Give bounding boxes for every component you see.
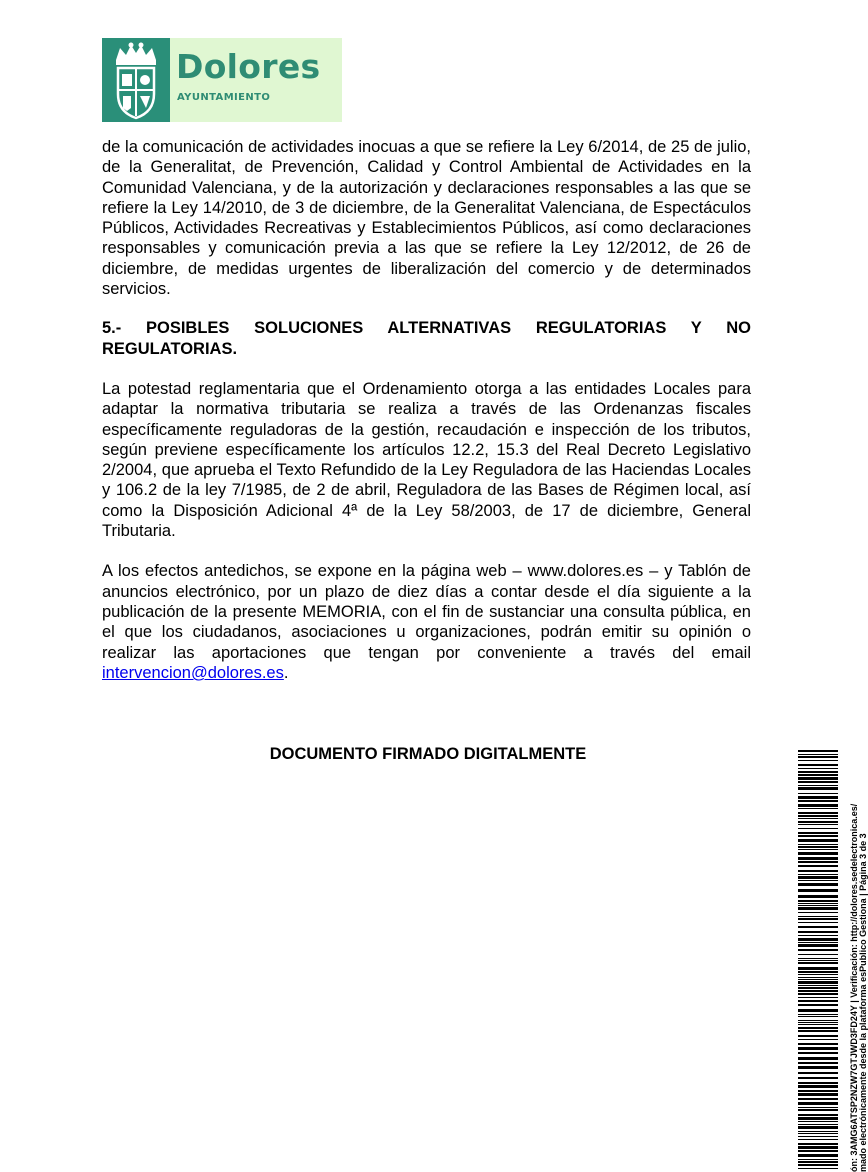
barcode-bar (798, 1159, 838, 1160)
barcode-bar (798, 1114, 838, 1116)
barcode-bar (798, 1107, 838, 1108)
barcode-bar (798, 1082, 838, 1084)
verification-line-1: ón: 3AMG6ATSP2NZW7GTJWD3FD24Y | Verificación: http://dolores.sedelectronica.es/ (849, 803, 859, 1172)
municipality-logo (102, 38, 342, 122)
barcode-bar (798, 907, 838, 910)
barcode-bar (798, 835, 838, 837)
barcode-bar (798, 1072, 838, 1074)
barcode-bar (798, 781, 838, 783)
verification-line-2: mado electrónicamente desde la plataforma esPublico Gestiona | Página 3 de 3 (858, 833, 868, 1172)
barcode-bar (798, 997, 838, 998)
barcode-bar (798, 1057, 838, 1060)
barcode-bar (798, 818, 838, 819)
barcode-bar (798, 981, 838, 984)
barcode-bar (798, 1121, 838, 1122)
barcode-bar (798, 1126, 838, 1129)
barcode-bar (798, 1062, 838, 1064)
barcode-bar (798, 1047, 838, 1050)
barcode-bar (798, 977, 838, 978)
barcode-bar (798, 1143, 838, 1145)
barcode-bar (798, 1090, 838, 1092)
barcode-bar (798, 905, 838, 906)
barcode-bar (798, 1085, 838, 1088)
barcode-bar (798, 824, 838, 825)
notice-paragraph (102, 561, 751, 683)
barcode-bar (798, 764, 838, 766)
barcode-bar (798, 990, 838, 992)
barcode-bar (798, 828, 838, 829)
signature-label: DOCUMENTO FIRMADO DIGITALMENTE (269, 745, 587, 763)
barcode-bar (798, 1030, 838, 1032)
logo-subtitle: AYUNTAMIENTO (177, 92, 271, 103)
barcode-bar (798, 895, 838, 898)
barcode-bar (798, 777, 838, 780)
barcode-bar (798, 880, 838, 881)
barcode-bar (798, 1020, 838, 1021)
barcode-bar (798, 918, 838, 920)
barcode-bar (798, 1014, 838, 1015)
barcode-bar (798, 1039, 838, 1040)
barcode-bar (798, 987, 838, 989)
barcode-bar (798, 967, 838, 970)
barcode-bar (798, 787, 838, 790)
barcode-bar (798, 1077, 838, 1079)
barcode-bar (798, 844, 838, 845)
barcode-bar (798, 1102, 838, 1105)
barcode-bar (798, 793, 838, 794)
document-body (102, 137, 751, 683)
barcode-bar (798, 942, 838, 943)
barcode-bar (798, 960, 838, 961)
barcode-bar (798, 857, 838, 860)
barcode-bar (798, 1043, 838, 1045)
barcode-bar (798, 874, 838, 875)
barcode-bar (798, 1052, 838, 1054)
barcode-bar (798, 985, 838, 986)
barcode-bar (798, 949, 838, 951)
barcode-bar (798, 1022, 838, 1023)
barcode-bar (798, 768, 838, 769)
barcode-bar (798, 1161, 838, 1163)
barcode-bar (798, 889, 838, 892)
barcode-bar (798, 839, 838, 842)
barcode-bar (798, 804, 838, 807)
email-link[interactable]: intervencion@dolores.es (102, 663, 284, 682)
barcode-bar (798, 1016, 838, 1017)
barcode-bar (798, 903, 838, 904)
barcode-bar (798, 771, 838, 773)
barcode-bar (798, 821, 838, 823)
barcode-bar (798, 954, 838, 955)
barcode-bar (798, 935, 838, 936)
barcode-bar (798, 808, 838, 809)
verification-text (850, 750, 868, 1172)
coat-of-arms-icon (102, 38, 170, 122)
barcode-bar (798, 846, 838, 848)
intro-paragraph: de la comunicación de actividades inocuas a que se refiere la Ley 6/2014, de 25 de julio, de la Generalitat, de Prevención, Calidad y Control Ambiental de Actividades en la Comunidad Valenciana, y de la autorización y declaraciones responsables a las que se refiere la Ley 14/2010, de 3 de diciembre, de la Generalitat Valenciana, de Espectáculos Públicos, Actividades Recreativas y Establecimientos Públicos, así como declaraciones responsables y comunicación previa a las que se refiere la Ley 12/2012, de 26 de diciembre, de medidas urgentes de liberalización del comercio y de determinados servicios. (102, 138, 751, 299)
logo-name: Dolores (176, 47, 321, 86)
barcode-bar (798, 1164, 838, 1166)
barcode-bar (798, 1131, 838, 1132)
barcode-bar (798, 1066, 838, 1069)
barcode-bar (798, 1150, 838, 1152)
barcode-bar (798, 1093, 838, 1096)
barcode-bar (798, 1146, 838, 1149)
notice-end: . (283, 663, 289, 682)
barcode-bar (798, 812, 838, 814)
barcode-bar (798, 865, 838, 867)
barcode-bar (798, 922, 838, 923)
barcode-bar (798, 938, 838, 941)
barcode-bar (798, 754, 838, 755)
barcode-bar (798, 1035, 838, 1037)
verification-barcode (798, 750, 838, 1172)
barcode-bar (798, 1024, 838, 1025)
barcode-bar (798, 1117, 838, 1120)
barcode-bar (798, 1136, 838, 1137)
barcode-bar (798, 870, 838, 872)
barcode-bar (798, 1168, 838, 1169)
barcode-bar (798, 785, 838, 786)
barcode-bar (798, 815, 838, 817)
barcode-bar (798, 849, 838, 850)
barcode-bar (798, 796, 838, 799)
barcode-bar (798, 883, 838, 886)
barcode-bar (798, 1124, 838, 1125)
barcode-bar (798, 861, 838, 863)
barcode-bar (798, 1027, 838, 1029)
barcode-bar (798, 974, 838, 975)
section-5-paragraph: La potestad reglamentaria que el Ordenamiento otorga a las entidades Locales para adaptar la normativa tributaria se realiza a través de las Ordenanzas fiscales específicamente reguladoras de la gestión, recaudación e inspección de los tributos, según previene específicamente los artículos 12.2, 15.3 del Real Decreto Legislativo 2/2004, que aprueba el Texto Refundido de la Ley Reguladora de las Haciendas Locales y 106.2 de la ley 7/1985, de 2 de abril, Reguladora de las Bases de Régimen local, así como la Disposición Adicional 4ª de la Ley 58/2003, de 17 de diciembre, General Tributaria. (102, 379, 751, 541)
barcode-bar (798, 756, 838, 758)
barcode-bar (798, 962, 838, 964)
barcode-bar (798, 912, 838, 913)
notice-text: A los efectos antedichos, se expone en la página web – www.dolores.es – y Tablón de anuncios electrónico, por un plazo de diez días a contar desde el día siguiente a la publicación de la presente MEMORIA, con el fin de sustanciar una consulta pública, en el que los ciudadanos, asociaciones u organizaciones, podrán emitir su opinión o realizar las aportaciones que tengan por conveniente a través del email (102, 562, 751, 662)
barcode-bar (798, 971, 838, 973)
barcode-bar (798, 958, 838, 959)
barcode-bar (798, 832, 838, 834)
barcode-bar (798, 800, 838, 802)
barcode-bar (798, 1133, 838, 1134)
barcode-bar (798, 944, 838, 947)
barcode-bar (798, 916, 838, 917)
barcode-bar (798, 760, 838, 761)
barcode-bar (798, 1009, 838, 1012)
section-5-heading: 5.- POSIBLES SOLUCIONES ALTERNATIVAS REGULATORIAS Y NO REGULATORIAS. (102, 319, 751, 358)
barcode-bar (798, 900, 838, 902)
barcode-bar (798, 774, 838, 776)
barcode-bar (798, 979, 838, 980)
barcode-bar (798, 931, 838, 933)
barcode-bar (798, 1098, 838, 1100)
barcode-bar (798, 1139, 838, 1140)
barcode-bar (798, 876, 838, 879)
barcode-bar (798, 750, 838, 752)
barcode-bar (798, 993, 838, 995)
barcode-bar (798, 1004, 838, 1006)
barcode-bar (798, 1154, 838, 1157)
barcode-bar (798, 852, 838, 855)
barcode-bar (798, 1000, 838, 1002)
signature-notice (0, 744, 856, 764)
barcode-bar (798, 926, 838, 928)
barcode-bar (798, 1109, 838, 1111)
